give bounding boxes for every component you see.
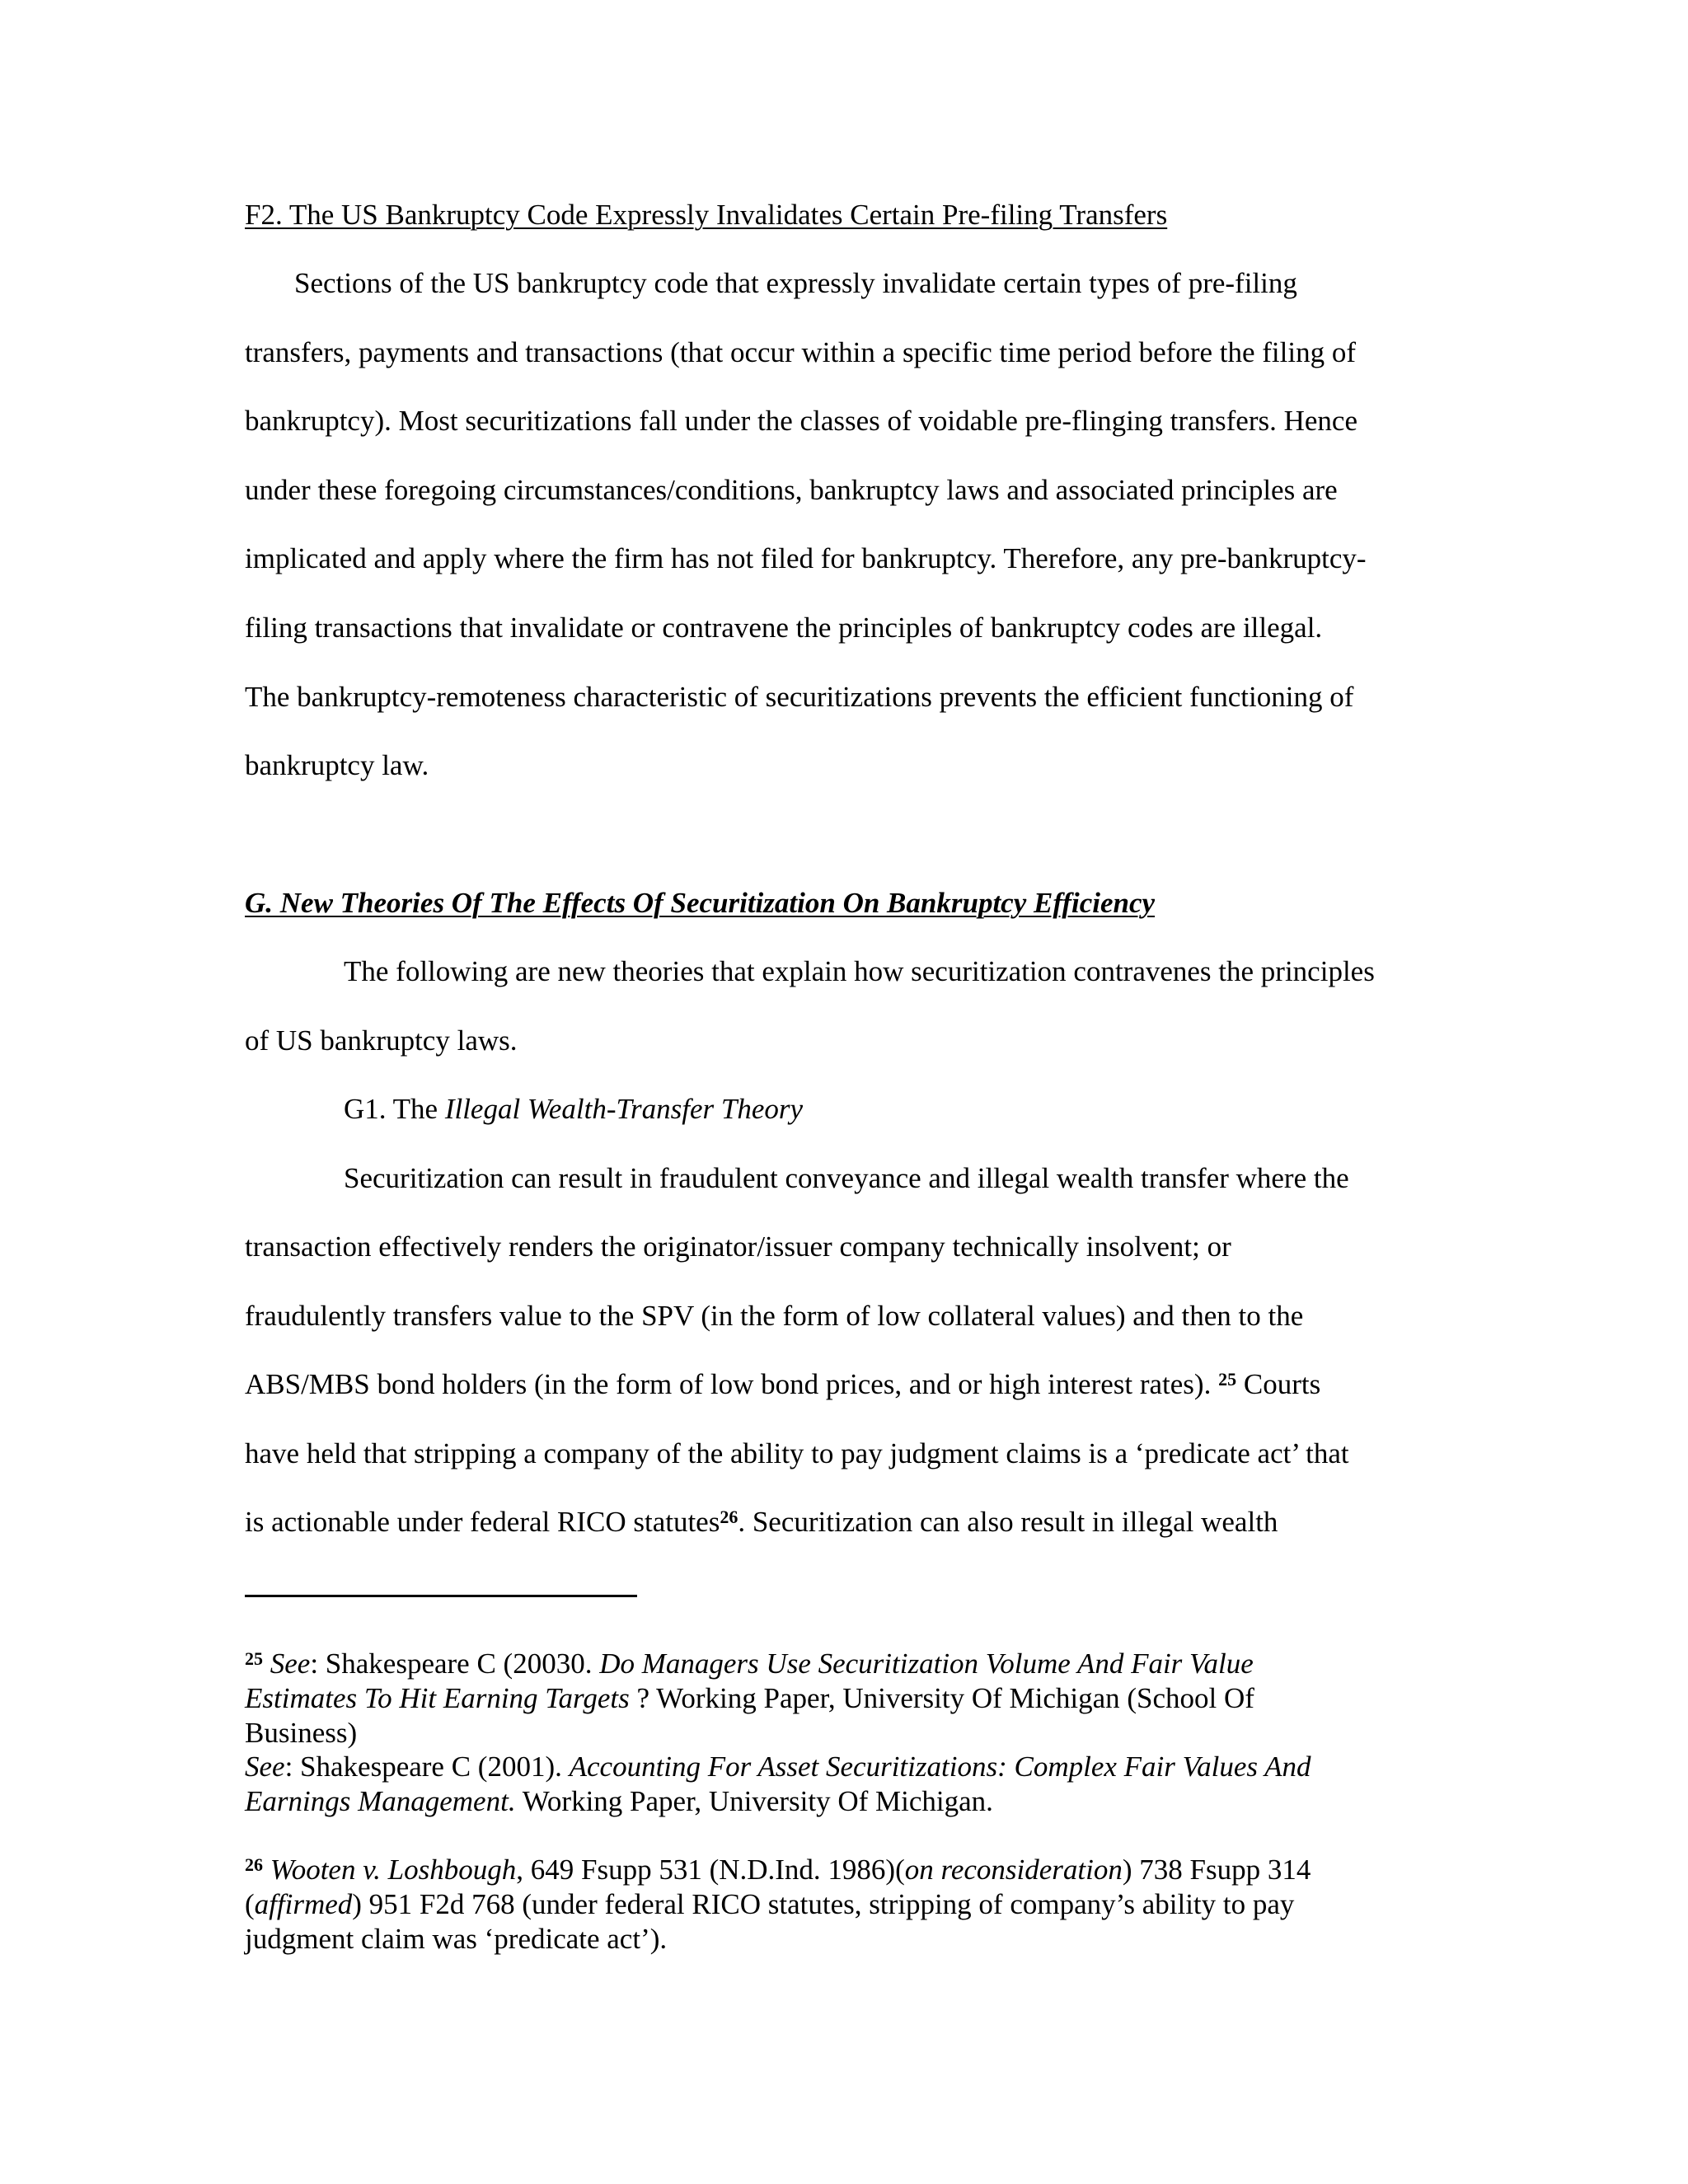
footnote-25-title-cont: Estimates To Hit Earning Targets (245, 1682, 630, 1714)
f2-body-line: Sections of the US bankruptcy code that expressly invalidate certain types of pre-filing (294, 267, 1297, 299)
footnote-25-cite: : Shakespeare C (20030. (310, 1647, 600, 1680)
footnote-26-line: judgment claim was ‘predicate act’). (245, 1923, 668, 1955)
footnote-25-line (245, 1682, 1254, 1715)
footnote-ref-25[interactable]: 25 (1218, 1369, 1237, 1390)
footnote-26-line (245, 1854, 1311, 1886)
g1-body-line: Securitization can result in fraudulent conveyance and illegal wealth transfer where the (344, 1162, 1349, 1194)
footnote-25-line: Business) (245, 1717, 358, 1749)
footnote-26-case: Wooten v. Loshbough (270, 1854, 517, 1886)
footnote-25-number: 25 (245, 1648, 263, 1669)
g1-prefix: G1. The (344, 1093, 445, 1125)
f2-body-line: bankruptcy law. (245, 749, 429, 781)
footnote-25-rest: ? Working Paper, University Of Michigan (School Of (629, 1682, 1254, 1714)
footnote-26-rest: ) 951 F2d 768 (under federal RICO statutes, stripping of company’s ability to pay (352, 1888, 1295, 1920)
f2-body-line: implicated and apply where the firm has not filed for bankruptcy. Therefore, any pre-bankruptcy- (245, 542, 1367, 574)
f2-body-line: bankruptcy). Most securitizations fall under the classes of voidable pre-flinging transfers. Hence (245, 405, 1357, 437)
g-intro-line: of US bankruptcy laws. (245, 1024, 518, 1057)
footnote-26-paren: ( (245, 1888, 255, 1920)
footnote-25-line (245, 1785, 993, 1818)
g1-subheading (344, 1093, 803, 1126)
g1-body-line: fraudulently transfers value to the SPV (in the form of low collateral values) and then to the (245, 1300, 1304, 1332)
f2-body-line: The bankruptcy-remoteness characteristic of securitizations prevents the efficient functioning of (245, 681, 1354, 713)
g1-title: Illegal Wealth-Transfer Theory (444, 1093, 804, 1125)
footnote-25-line (245, 1750, 1311, 1783)
footnote-25-see: See (270, 1647, 311, 1680)
section-g-heading: G. New Theories Of The Effects Of Securitization On Bankruptcy Efficiency (245, 887, 1156, 919)
footnote-26-recon: on reconsideration (904, 1854, 1123, 1886)
footnote-25-rest: Working Paper, University Of Michigan. (515, 1785, 993, 1817)
footnote-25-cite: : Shakespeare C (2001). (284, 1750, 570, 1783)
g1-line4-text: ABS/MBS bond holders (in the form of low bond prices, and or high interest rates). (245, 1368, 1219, 1400)
f2-body-line: under these foregoing circumstances/conditions, bankruptcy laws and associated principles are (245, 474, 1338, 506)
footnote-25-title: Accounting For Asset Securitizations: Complex Fair Values And (569, 1750, 1311, 1783)
footnote-separator (245, 1595, 637, 1597)
f2-body-line: filing transactions that invalidate or contravene the principles of bankruptcy codes are illegal. (245, 612, 1323, 644)
section-f2-heading: F2. The US Bankruptcy Code Expressly Invalidates Certain Pre-filing Transfers (245, 199, 1168, 231)
g1-body-line (245, 1368, 1320, 1401)
footnote-25-title-cont: Earnings Management. (245, 1785, 516, 1817)
g1-line6-after: . Securitization can also result in illegal wealth (738, 1506, 1278, 1538)
g1-body-line: have held that stripping a company of the ability to pay judgment claims is a ‘predicate act’ that (245, 1437, 1349, 1469)
footnote-26-affirmed: affirmed (254, 1888, 353, 1920)
footnote-26-cite: , 649 Fsupp 531 (N.D.Ind. 1986)( (516, 1854, 905, 1886)
f2-body-line: transfers, payments and transactions (that occur within a specific time period before the filing of (245, 336, 1357, 368)
footnote-26-cite-cont: ) 738 Fsupp 314 (1122, 1854, 1311, 1886)
footnote-25-line (245, 1647, 1254, 1680)
g1-body-line (245, 1506, 1278, 1539)
footnote-26-number: 26 (245, 1854, 263, 1875)
g1-body-line: transaction effectively renders the originator/issuer company technically insolvent; or (245, 1230, 1231, 1263)
footnote-25-see: See (245, 1750, 285, 1783)
footnote-ref-26[interactable]: 26 (720, 1507, 738, 1527)
footnote-25-title: Do Managers Use Securitization Volume And Fair Value (599, 1647, 1254, 1680)
g1-line4-after: Courts (1236, 1368, 1321, 1400)
g-intro-line: The following are new theories that explain how securitization contravenes the principles (344, 955, 1375, 987)
g1-line6-text: is actionable under federal RICO statutes (245, 1506, 720, 1538)
footnote-26-line (245, 1888, 1294, 1921)
